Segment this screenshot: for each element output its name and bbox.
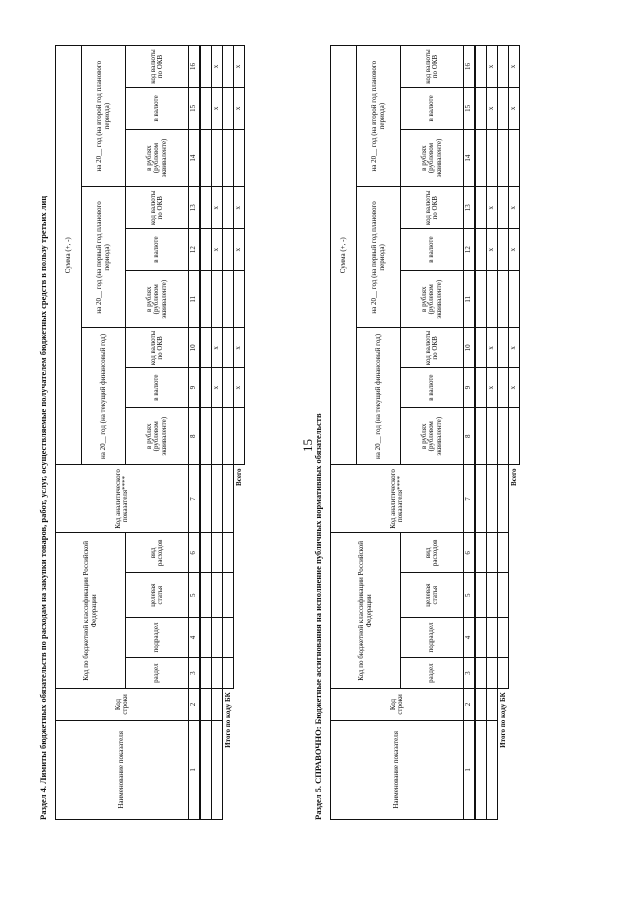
col-number: 6 bbox=[464, 533, 476, 573]
col-number: 16 bbox=[464, 46, 476, 88]
header-okv: код валюты по ОКВ bbox=[401, 328, 464, 368]
cell[interactable]: x bbox=[509, 46, 520, 88]
cell[interactable] bbox=[487, 720, 498, 819]
col-number: 16 bbox=[189, 46, 201, 88]
header-rub: в рублях (рублевом эквиваленте) bbox=[401, 407, 464, 465]
section-5-table bbox=[330, 45, 520, 820]
cell[interactable] bbox=[223, 46, 234, 88]
cell[interactable] bbox=[212, 465, 223, 533]
total-bk-label: Итого по коду БК bbox=[498, 692, 507, 748]
header-razdel: раздел bbox=[126, 657, 189, 688]
cell[interactable] bbox=[223, 270, 234, 328]
cell[interactable]: x bbox=[487, 368, 498, 408]
cell[interactable] bbox=[475, 689, 487, 720]
header-curr: в валюте bbox=[401, 368, 464, 408]
col-number: 13 bbox=[189, 187, 201, 229]
cell[interactable]: x bbox=[234, 229, 245, 271]
col-number: 6 bbox=[189, 533, 201, 573]
cell[interactable] bbox=[498, 657, 509, 688]
cell[interactable] bbox=[212, 689, 223, 720]
cell[interactable] bbox=[498, 129, 509, 187]
col-number: 14 bbox=[189, 129, 201, 187]
cell[interactable] bbox=[223, 328, 234, 368]
cell[interactable] bbox=[487, 573, 498, 618]
header-okv: код валюты по ОКВ bbox=[126, 328, 189, 368]
cell[interactable] bbox=[200, 689, 212, 720]
col-number: 7 bbox=[189, 465, 201, 533]
cell[interactable] bbox=[212, 657, 223, 688]
header-curr: в валюте bbox=[126, 87, 189, 129]
header-bk-group: Код по бюджетной классификации Российской Федерации bbox=[56, 533, 126, 689]
header-sum: Сумма (+, -) bbox=[56, 46, 82, 465]
header-razdel: раздел bbox=[401, 657, 464, 688]
header-year-first: на 20__ год (на первый год планового периода) bbox=[357, 187, 401, 328]
header-okv: код валюты по ОКВ bbox=[401, 46, 464, 88]
cell[interactable] bbox=[223, 229, 234, 271]
cell[interactable] bbox=[509, 129, 520, 187]
cell[interactable] bbox=[487, 618, 498, 658]
cell[interactable] bbox=[509, 270, 520, 328]
header-analytic: Код аналитического показателя**** bbox=[331, 465, 464, 533]
total-label: Всего bbox=[509, 468, 518, 486]
cell[interactable] bbox=[498, 270, 509, 328]
col-number: 14 bbox=[464, 129, 476, 187]
cell[interactable] bbox=[498, 229, 509, 271]
col-number: 10 bbox=[464, 328, 476, 368]
header-curr: в валюте bbox=[401, 229, 464, 271]
cell[interactable] bbox=[234, 270, 245, 328]
page-number: 15 bbox=[300, 439, 315, 452]
cell[interactable]: x bbox=[212, 368, 223, 408]
cell[interactable] bbox=[200, 657, 212, 688]
header-rub: в рублях (рублевом эквиваленте) bbox=[401, 129, 464, 187]
cell[interactable] bbox=[200, 720, 212, 819]
col-number: 4 bbox=[464, 618, 476, 658]
cell[interactable] bbox=[475, 270, 487, 328]
header-rub: в рублях (рублевом эквиваленте) bbox=[401, 270, 464, 328]
cell[interactable] bbox=[475, 573, 487, 618]
header-okv: код валюты по ОКВ bbox=[126, 187, 189, 229]
cell[interactable]: x bbox=[234, 187, 245, 229]
cell[interactable]: x bbox=[487, 187, 498, 229]
cell[interactable]: x bbox=[212, 46, 223, 88]
cell[interactable] bbox=[475, 229, 487, 271]
cell[interactable] bbox=[212, 270, 223, 328]
cell[interactable] bbox=[234, 407, 245, 465]
cell[interactable] bbox=[200, 87, 212, 129]
rotated-page bbox=[0, 15, 640, 890]
header-rub: в рублях (рублевом эквиваленте) bbox=[126, 270, 189, 328]
cell[interactable] bbox=[475, 618, 487, 658]
cell[interactable] bbox=[223, 573, 234, 618]
table-row bbox=[487, 46, 498, 820]
col-number: 5 bbox=[464, 573, 476, 618]
cell[interactable] bbox=[487, 465, 498, 533]
col-number: 3 bbox=[464, 657, 476, 688]
table-row bbox=[212, 46, 223, 820]
header-vid: вид расходов bbox=[401, 533, 464, 573]
cell[interactable] bbox=[223, 129, 234, 187]
header-stat: целевая статья bbox=[401, 573, 464, 618]
section-5-title: Раздел 5. СПРАВОЧНО: Бюджетные ассигнования на исполнение публичных нормативных обязательств bbox=[313, 413, 323, 820]
header-okv: код валюты по ОКВ bbox=[126, 46, 189, 88]
header-okv: код валюты по ОКВ bbox=[401, 187, 464, 229]
cell[interactable] bbox=[475, 368, 487, 408]
cell[interactable]: x bbox=[212, 328, 223, 368]
header-year-first: на 20__ год (на первый год планового периода) bbox=[82, 187, 126, 328]
cell[interactable] bbox=[212, 129, 223, 187]
cell[interactable]: x bbox=[509, 368, 520, 408]
cell[interactable] bbox=[498, 328, 509, 368]
total-row bbox=[234, 46, 245, 820]
cell[interactable] bbox=[200, 46, 212, 88]
col-number: 10 bbox=[189, 328, 201, 368]
cell[interactable] bbox=[498, 573, 509, 618]
header-curr: в валюте bbox=[401, 87, 464, 129]
cell[interactable] bbox=[223, 657, 234, 688]
header-rub: в рублях (рублевом эквиваленте) bbox=[126, 129, 189, 187]
cell[interactable] bbox=[234, 129, 245, 187]
header-vid: вид расходов bbox=[126, 533, 189, 573]
header-sum: Сумма (+, -) bbox=[331, 46, 357, 465]
cell[interactable]: x bbox=[509, 87, 520, 129]
header-year-current: на 20__ год (на текущий финансовый год) bbox=[357, 328, 401, 465]
cell[interactable] bbox=[200, 187, 212, 229]
cell[interactable] bbox=[487, 657, 498, 688]
col-number: 15 bbox=[189, 87, 201, 129]
cell[interactable] bbox=[475, 720, 487, 819]
cell[interactable]: x bbox=[212, 229, 223, 271]
cell[interactable] bbox=[487, 407, 498, 465]
header-bk-group: Код по бюджетной классификации Российской Федерации bbox=[331, 533, 401, 689]
col-number: 11 bbox=[464, 270, 476, 328]
col-number: 1 bbox=[189, 720, 201, 819]
col-number: 9 bbox=[464, 368, 476, 408]
cell[interactable] bbox=[212, 618, 223, 658]
cell[interactable] bbox=[487, 270, 498, 328]
total-bk-row bbox=[498, 46, 509, 820]
cell[interactable]: x bbox=[487, 87, 498, 129]
header-name: Наименование показателя bbox=[331, 720, 464, 819]
cell[interactable] bbox=[200, 618, 212, 658]
cell[interactable] bbox=[475, 657, 487, 688]
cell[interactable] bbox=[475, 533, 487, 573]
total-bk-label: Итого по коду БК bbox=[223, 692, 232, 748]
cell[interactable] bbox=[509, 407, 520, 465]
table-row bbox=[200, 46, 212, 820]
cell[interactable] bbox=[200, 129, 212, 187]
col-number: 8 bbox=[189, 407, 201, 465]
cell[interactable] bbox=[223, 407, 234, 465]
col-number: 12 bbox=[464, 229, 476, 271]
cell[interactable] bbox=[475, 328, 487, 368]
cell[interactable]: x bbox=[234, 87, 245, 129]
header-year-second: на 20__ год (на второй год планового периода) bbox=[357, 46, 401, 187]
cell[interactable] bbox=[475, 46, 487, 88]
col-number: 5 bbox=[189, 573, 201, 618]
col-number: 1 bbox=[464, 720, 476, 819]
cell[interactable]: x bbox=[487, 229, 498, 271]
cell[interactable]: x bbox=[234, 368, 245, 408]
header-code: Код строки bbox=[56, 689, 189, 720]
col-number: 11 bbox=[189, 270, 201, 328]
col-number: 12 bbox=[189, 229, 201, 271]
cell[interactable]: x bbox=[487, 328, 498, 368]
cell[interactable] bbox=[212, 407, 223, 465]
total-row bbox=[509, 46, 520, 820]
cell[interactable] bbox=[200, 407, 212, 465]
col-number: 9 bbox=[189, 368, 201, 408]
col-number: 2 bbox=[464, 689, 476, 720]
cell[interactable] bbox=[200, 328, 212, 368]
cell[interactable] bbox=[498, 465, 509, 533]
cell[interactable]: x bbox=[509, 229, 520, 271]
header-podrazdel: подраздел bbox=[126, 618, 189, 658]
header-year-second: на 20__ год (на второй год планового периода) bbox=[82, 46, 126, 187]
header-rub: в рублях (рублевом эквиваленте) bbox=[126, 407, 189, 465]
col-number: 2 bbox=[189, 689, 201, 720]
cell[interactable]: x bbox=[212, 187, 223, 229]
cell[interactable] bbox=[498, 187, 509, 229]
col-number: 4 bbox=[189, 618, 201, 658]
cell[interactable] bbox=[200, 573, 212, 618]
cell[interactable] bbox=[475, 187, 487, 229]
col-number: 8 bbox=[464, 407, 476, 465]
cell[interactable] bbox=[223, 187, 234, 229]
cell[interactable]: x bbox=[234, 328, 245, 368]
cell[interactable] bbox=[487, 533, 498, 573]
total-bk-row bbox=[223, 46, 234, 820]
cell[interactable] bbox=[498, 533, 509, 573]
col-number: 3 bbox=[189, 657, 201, 688]
cell[interactable] bbox=[200, 533, 212, 573]
cell[interactable] bbox=[200, 229, 212, 271]
header-year-current: на 20__ год (на текущий финансовый год) bbox=[82, 328, 126, 465]
total-label: Всего bbox=[234, 468, 243, 486]
header-analytic: Код аналитического показателя**** bbox=[56, 465, 189, 533]
cell[interactable]: x bbox=[487, 46, 498, 88]
cell[interactable] bbox=[475, 407, 487, 465]
col-number: 7 bbox=[464, 465, 476, 533]
cell[interactable] bbox=[212, 573, 223, 618]
col-number: 13 bbox=[464, 187, 476, 229]
cell[interactable] bbox=[223, 618, 234, 658]
cell[interactable] bbox=[200, 270, 212, 328]
cell[interactable] bbox=[498, 407, 509, 465]
col-number: 15 bbox=[464, 87, 476, 129]
cell[interactable] bbox=[200, 465, 212, 533]
cell[interactable]: x bbox=[509, 328, 520, 368]
cell[interactable] bbox=[487, 689, 498, 720]
cell[interactable] bbox=[498, 46, 509, 88]
cell[interactable] bbox=[200, 368, 212, 408]
header-curr: в валюте bbox=[126, 368, 189, 408]
cell[interactable] bbox=[223, 368, 234, 408]
header-stat: целевая статья bbox=[126, 573, 189, 618]
cell[interactable] bbox=[498, 87, 509, 129]
cell[interactable] bbox=[223, 87, 234, 129]
cell[interactable] bbox=[223, 533, 234, 573]
cell[interactable]: x bbox=[234, 46, 245, 88]
cell[interactable] bbox=[212, 720, 223, 819]
section-4-table bbox=[55, 45, 245, 820]
section-4-title: Раздел 4. Лимиты бюджетных обязательств по расходам на закупки товаров, работ, услуг, осуществляемые получателем бюджетных средств в пользу третьих лиц bbox=[38, 195, 48, 820]
header-code: Код строки bbox=[331, 689, 464, 720]
cell[interactable]: x bbox=[509, 187, 520, 229]
cell[interactable] bbox=[212, 533, 223, 573]
cell[interactable] bbox=[487, 129, 498, 187]
table-row bbox=[475, 46, 487, 820]
cell[interactable] bbox=[498, 368, 509, 408]
cell[interactable] bbox=[475, 87, 487, 129]
header-curr: в валюте bbox=[126, 229, 189, 271]
cell[interactable]: x bbox=[212, 87, 223, 129]
header-podrazdel: подраздел bbox=[401, 618, 464, 658]
cell[interactable] bbox=[223, 465, 234, 533]
cell[interactable] bbox=[475, 465, 487, 533]
cell[interactable] bbox=[498, 618, 509, 658]
cell[interactable] bbox=[475, 129, 487, 187]
header-name: Наименование показателя bbox=[56, 720, 189, 819]
